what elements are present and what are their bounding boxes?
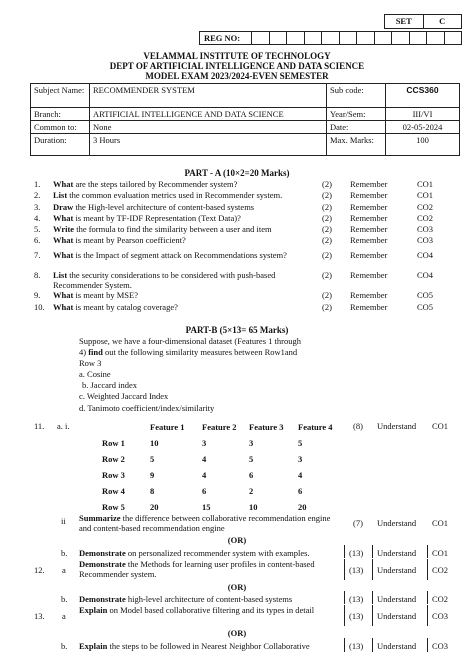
table-cell: 3 [249,438,254,448]
course-outcome: CO3 [417,235,434,245]
table-cell: 20 [150,502,159,512]
q11b-text: Demonstrate on personalized recommender system with examples. [79,548,310,558]
column-divider [344,545,345,558]
row-label: Row 3 [102,470,125,480]
question-number: 6. [34,235,41,245]
course-outcome: CO1 [417,190,434,200]
reg-no-cell [375,32,393,44]
column-divider [344,638,345,652]
exam-title: MODEL EXAM 2023/2024-EVEN SEMESTER [145,71,329,81]
reg-no-cell [357,32,375,44]
course-outcome: CO5 [417,302,434,312]
question-number: 2. [34,190,41,200]
feature-header: Feature 4 [298,422,333,432]
q11-number: 11. [34,421,45,431]
exam-date: 02-05-2024 [386,121,460,134]
question-number: 3. [34,202,41,212]
subject-name-label: Subject Name: [31,84,90,108]
sub-code: CCS360 [386,84,460,108]
table-cell: 6 [202,486,207,496]
column-divider [372,591,373,604]
question-marks: (2) [322,202,332,212]
column-divider [427,605,428,626]
q11b-label: b. [61,548,68,558]
q11-part-a-label: a. i. [57,421,70,431]
column-divider [372,605,373,626]
table-cell: 8 [150,486,155,496]
table-cell: 20 [298,502,307,512]
question-marks: (2) [322,290,332,300]
or-separator: (OR) [227,628,247,638]
reg-no-cell [392,32,410,44]
table-cell: 10 [249,502,258,512]
q12a-bloom-level: Understand [377,565,417,575]
subject-name: RECOMMENDER SYSTEM [90,84,327,108]
table-cell: 3 [202,438,207,448]
exam-info-table [30,83,460,156]
q12-number: 12. [34,565,45,575]
q11-ii-label: ii [61,516,66,526]
question-text: What is meant by catalog coverage? [53,302,178,312]
question-text: What are the steps tailored by Recommender system? [53,179,238,189]
q11-ii-marks: (7) [353,518,363,528]
question-number: 1. [34,179,41,189]
question-text: Draw the High-level architecture of content-based systems [53,202,255,212]
table-cell: 9 [150,470,155,480]
table-cell: 3 [298,454,303,464]
q13a-label: a [62,611,66,621]
q13b-co: CO3 [432,641,449,651]
q13a-bloom-level: Understand [377,611,417,621]
column-divider [427,559,428,580]
q12a-co: CO2 [432,565,449,575]
reg-no-cell [410,32,428,44]
question-number: 8. [34,270,41,280]
table-cell: 6 [298,486,303,496]
bloom-level: Remember [350,302,388,312]
row-label: Row 2 [102,454,125,464]
feature-header: Feature 1 [150,422,185,432]
q12a-marks: (13) [349,565,364,575]
question-marks: (2) [322,190,332,200]
question-text: List the common evaluation metrics used in Recommender system. [53,190,283,200]
reg-no-cell [427,32,445,44]
table-cell: 4 [298,470,303,480]
q12b-label: b. [61,594,68,604]
table-cell: 2 [249,486,254,496]
column-divider [427,638,428,652]
question-text: What is meant by MSE? [53,290,139,300]
q13b-label: b. [61,641,68,651]
reg-no-label: REG NO: [200,32,252,44]
column-divider [344,605,345,626]
column-divider [372,638,373,652]
table-cell: 4 [202,470,207,480]
set-value: C [439,16,446,26]
bloom-level: Remember [350,224,388,234]
q12b-bloom-level: Understand [377,594,417,604]
row-label: Row 4 [102,486,125,496]
duration-label: Duration: [31,134,90,156]
table-cell: 6 [249,470,254,480]
table-cell: 5 [150,454,155,464]
row-label: Row 5 [102,502,125,512]
q11-bloom-level: Understand [377,421,417,431]
column-divider [427,545,428,558]
year-sem-label: Year/Sem: [327,108,386,121]
table-cell: 5 [298,438,303,448]
q13b-text: Explain the steps to be followed in Nearest Neighbor Collaborative [79,641,310,651]
q11-intro-line2: 4) find out the following similarity measures between Row1and [79,347,298,357]
q11b-co: CO1 [432,548,449,558]
column-divider [372,545,373,558]
column-divider [344,591,345,604]
q11-option: b. Jaccard index [82,380,137,390]
q11b-marks: (13) [349,548,364,558]
q13b-bloom-level: Understand [377,641,417,651]
table-cell: 15 [202,502,211,512]
q11-marks: (8) [353,421,363,431]
bloom-level: Remember [350,270,388,280]
row-label: Row 1 [102,438,125,448]
branch: ARTIFICIAL INTELLIGENCE AND DATA SCIENCE [90,108,327,121]
table-cell: 10 [150,438,159,448]
feature-header: Feature 2 [202,422,237,432]
part-b-title: PART-B (5×13= 65 Marks) [185,325,289,335]
max-marks-label: Max. Marks: [327,134,386,156]
reg-no-cell [270,32,288,44]
or-separator: (OR) [227,535,247,545]
q11-option: d. Tanimoto coefficient/index/similarity [79,403,215,413]
course-outcome: CO3 [417,224,434,234]
reg-no-cell [445,32,462,44]
q11-option: a. Cosine [79,369,111,379]
q11-co: CO1 [432,421,449,431]
feature-table [96,419,348,515]
course-outcome: CO5 [417,290,434,300]
question-text: List the security considerations to be considered with push-based Recommender System. [53,270,276,290]
course-outcome: CO4 [417,270,434,280]
question-number: 7. [34,250,41,260]
question-text: What is meant by TF-IDF Representation (Text Data)? [53,213,241,223]
question-number: 5. [34,224,41,234]
part-a-title: PART - A (10×2=20 Marks) [184,168,290,178]
reg-no-box [199,31,462,45]
bloom-level: Remember [350,235,388,245]
bloom-level: Remember [350,213,388,223]
q13a-marks: (13) [349,611,364,621]
column-divider [427,591,428,604]
question-marks: (2) [322,270,332,280]
q13-number: 13. [34,611,45,621]
q12b-co: CO2 [432,594,449,604]
q11-ii-text: Summarize the difference between collaborative recommendation engine and content-based recommendation engine [79,513,331,533]
common-to-label: Common to: [31,121,90,134]
bloom-level: Remember [350,179,388,189]
course-outcome: CO2 [417,202,434,212]
question-marks: (2) [322,302,332,312]
q11-option: c. Weighted Jaccard Index [79,391,169,401]
max-marks: 100 [386,134,460,156]
sub-code-label: Sub code: [327,84,386,108]
table-cell: 4 [202,454,207,464]
set-box [384,14,462,29]
bloom-level: Remember [350,190,388,200]
feature-header: Feature 3 [249,422,284,432]
q12a-label: a [62,565,66,575]
q12b-text: Demonstrate high-level architecture of content-based systems [79,594,293,604]
bloom-level: Remember [350,290,388,300]
reg-no-cell [305,32,323,44]
set-label: SET [385,15,424,28]
q11b-bloom-level: Understand [377,548,417,558]
q11-intro-line3: Row 3 [79,358,102,368]
question-marks: (2) [322,235,332,245]
institute-name: VELAMMAL INSTITUTE OF TECHNOLOGY [143,51,331,61]
table-cell: 5 [249,454,254,464]
column-divider [344,559,345,580]
bloom-level: Remember [350,250,388,260]
date-label: Date: [327,121,386,134]
column-divider [372,559,373,580]
q12a-text: Demonstrate the Methods for learning user profiles in content-based Recommender system. [79,559,315,579]
question-marks: (2) [322,179,332,189]
course-outcome: CO1 [417,179,434,189]
reg-no-cell [252,32,270,44]
branch-label: Branch: [31,108,90,121]
duration: 3 Hours [90,134,327,156]
question-text: Write the formula to find the similarity between a user and item [53,224,272,234]
reg-no-cell [322,32,340,44]
question-text: What is the Impact of segment attack on Recommendations system? [53,250,287,260]
department-name: DEPT OF ARTIFICIAL INTELLIGENCE AND DATA SCIENCE [109,61,365,71]
question-text: What is meant by Pearson coefficient? [53,235,186,245]
q11-intro-line1: Suppose, we have a four-dimensional dataset (Features 1 through [79,336,301,346]
question-number: 10. [34,302,45,312]
q13b-marks: (13) [349,641,364,651]
course-outcome: CO4 [417,250,434,260]
q12b-marks: (13) [349,594,364,604]
question-marks: (2) [322,213,332,223]
or-separator: (OR) [227,582,247,592]
question-number: 9. [34,290,41,300]
year-sem: III/VI [386,108,460,121]
question-marks: (2) [322,224,332,234]
common-to: None [90,121,327,134]
question-marks: (2) [322,250,332,260]
q13a-co: CO3 [432,611,449,621]
question-number: 4. [34,213,41,223]
course-outcome: CO2 [417,213,434,223]
reg-no-cell [287,32,305,44]
bloom-level: Remember [350,202,388,212]
reg-no-cell [340,32,358,44]
q13a-text: Explain on Model based collaborative filtering and its types in detail [79,605,315,615]
q11-ii-bloom-level: Understand [377,518,417,528]
q11-ii-co: CO1 [432,518,449,528]
